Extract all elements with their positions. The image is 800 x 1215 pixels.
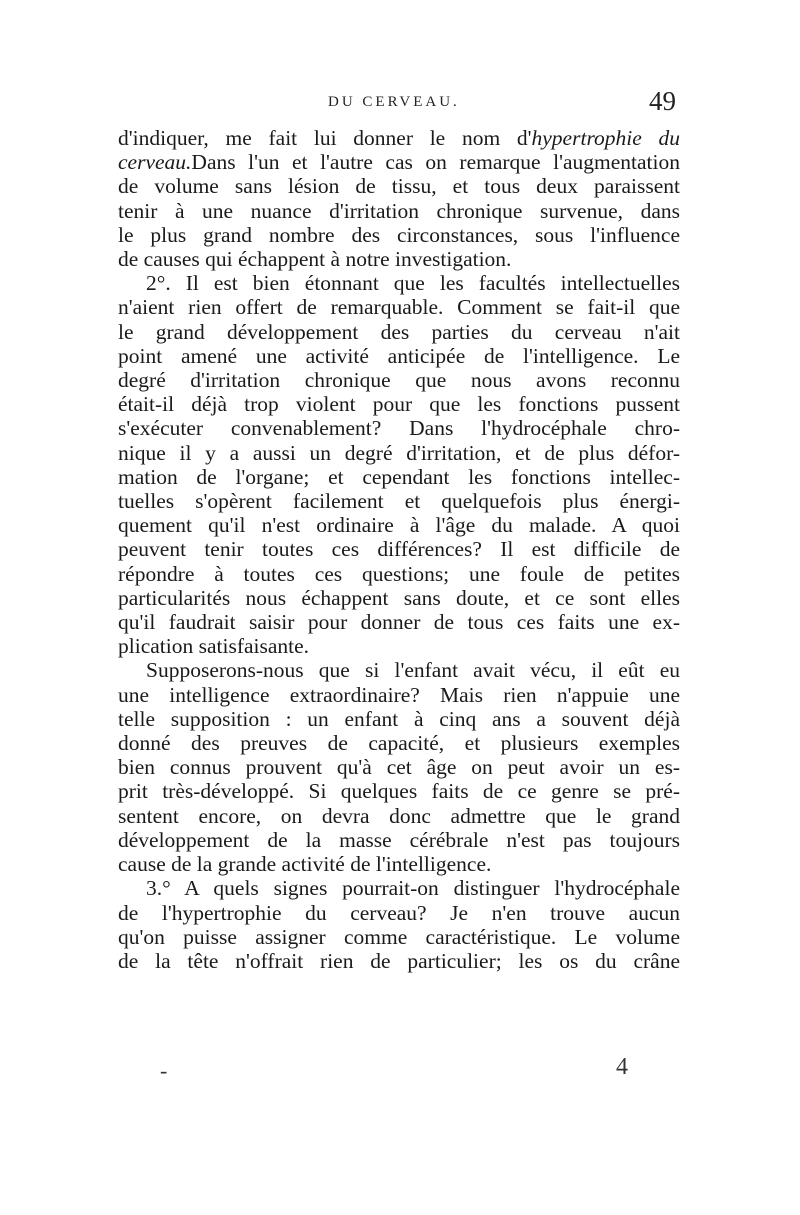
text-line: de volume sans lésion de tissu, et tous deux paraissent xyxy=(118,174,680,199)
text-line: répondre à toutes ces questions; une foule de petites xyxy=(118,561,680,586)
text-line: degré d'irritation chronique que nous avons reconnu xyxy=(118,368,680,393)
text-line: prit très-développé. Si quelques faits de ce genre se pré- xyxy=(118,779,680,804)
text-line: d'indiquer, me fait lui donner le nom d'hypertrophie du xyxy=(118,126,680,150)
text-line: de causes qui échappent à notre investigation. xyxy=(118,247,512,272)
text-line: Supposerons-nous que si l'enfant avait vécu, il eût eu xyxy=(146,658,680,683)
text-line: développement de la masse cérébrale n'est pas toujours xyxy=(118,827,680,852)
text-line: 2°. Il est bien étonnant que les facultés intellectuelles xyxy=(146,271,680,296)
text-line: tenir à une nuance d'irritation chronique survenue, dans xyxy=(118,198,680,223)
paragraph-2 xyxy=(118,271,680,658)
text-line: particularités nous échappent sans doute, et ce sont elles xyxy=(118,585,680,610)
text-line: était-il déjà trop violent pour que les fonctions pussent xyxy=(118,392,680,417)
text-line: telle supposition : un enfant à cinq ans a souvent déjà xyxy=(118,706,680,731)
page-number: 49 xyxy=(649,86,676,116)
page-footer xyxy=(118,1052,680,1092)
text-line: qu'on puisse assigner comme caractéristique. Le volume xyxy=(118,924,680,949)
paragraph-4 xyxy=(118,876,680,973)
text-line: qu'il faudrait saisir pour donner de tous ces faits une ex- xyxy=(118,610,680,635)
text-line: mation de l'organe; et cependant les fonctions intellec- xyxy=(118,464,680,489)
text-line: de l'hypertrophie du cerveau? Je n'en trouve aucun xyxy=(118,900,680,925)
text-line: cerveau.Dans l'un et l'autre cas on remarque l'augmentation xyxy=(118,150,680,175)
signature-number: 4 xyxy=(616,1054,628,1080)
text-line: le grand développement des parties du cerveau n'ait xyxy=(118,319,680,344)
text-line: une intelligence extraordinaire? Mais rien n'appuie une xyxy=(118,682,680,707)
text-line: de la tête n'offrait rien de particulier; les os du crâne xyxy=(118,948,680,973)
paragraph-1 xyxy=(118,126,680,271)
paragraph-3 xyxy=(118,658,680,876)
text-line: bien connus prouvent qu'à cet âge on peut avoir un es- xyxy=(118,755,680,780)
text-line: plication satisfaisante. xyxy=(118,634,310,659)
body-text xyxy=(118,126,680,973)
text-line: quement qu'il n'est ordinaire à l'âge du malade. A quoi xyxy=(118,513,680,538)
text-line: point amené une activité anticipée de l'intelligence. Le xyxy=(118,343,680,368)
text-line: tuelles s'opèrent facilement et quelquefois plus énergi- xyxy=(118,489,680,514)
text-line: nique il y a aussi un degré d'irritation, et de plus défor- xyxy=(118,440,680,465)
italic-term: hypertrophie du xyxy=(531,126,680,150)
text-line: donné des preuves de capacité, et plusieurs exemples xyxy=(118,731,680,756)
text-line: sentent encore, on devra donc admettre que le grand xyxy=(118,803,680,828)
italic-term: cerveau. xyxy=(118,150,192,175)
text-line: n'aient rien offert de remarquable. Comment se fait-il que xyxy=(118,295,680,320)
text-line: s'exécuter convenablement? Dans l'hydrocéphale chro- xyxy=(118,416,680,441)
running-head-title: DU CERVEAU. xyxy=(328,94,460,110)
signature-mark: - xyxy=(160,1058,168,1083)
text-line: cause de la grande activité de l'intelligence. xyxy=(118,852,492,877)
text-line: 3.° A quels signes pourrait-on distinguer l'hydrocéphale xyxy=(146,876,680,901)
text-line: peuvent tenir toutes ces différences? Il est difficile de xyxy=(118,537,680,562)
running-head xyxy=(118,86,680,126)
text-line: le plus grand nombre des circonstances, sous l'influence xyxy=(118,222,680,247)
